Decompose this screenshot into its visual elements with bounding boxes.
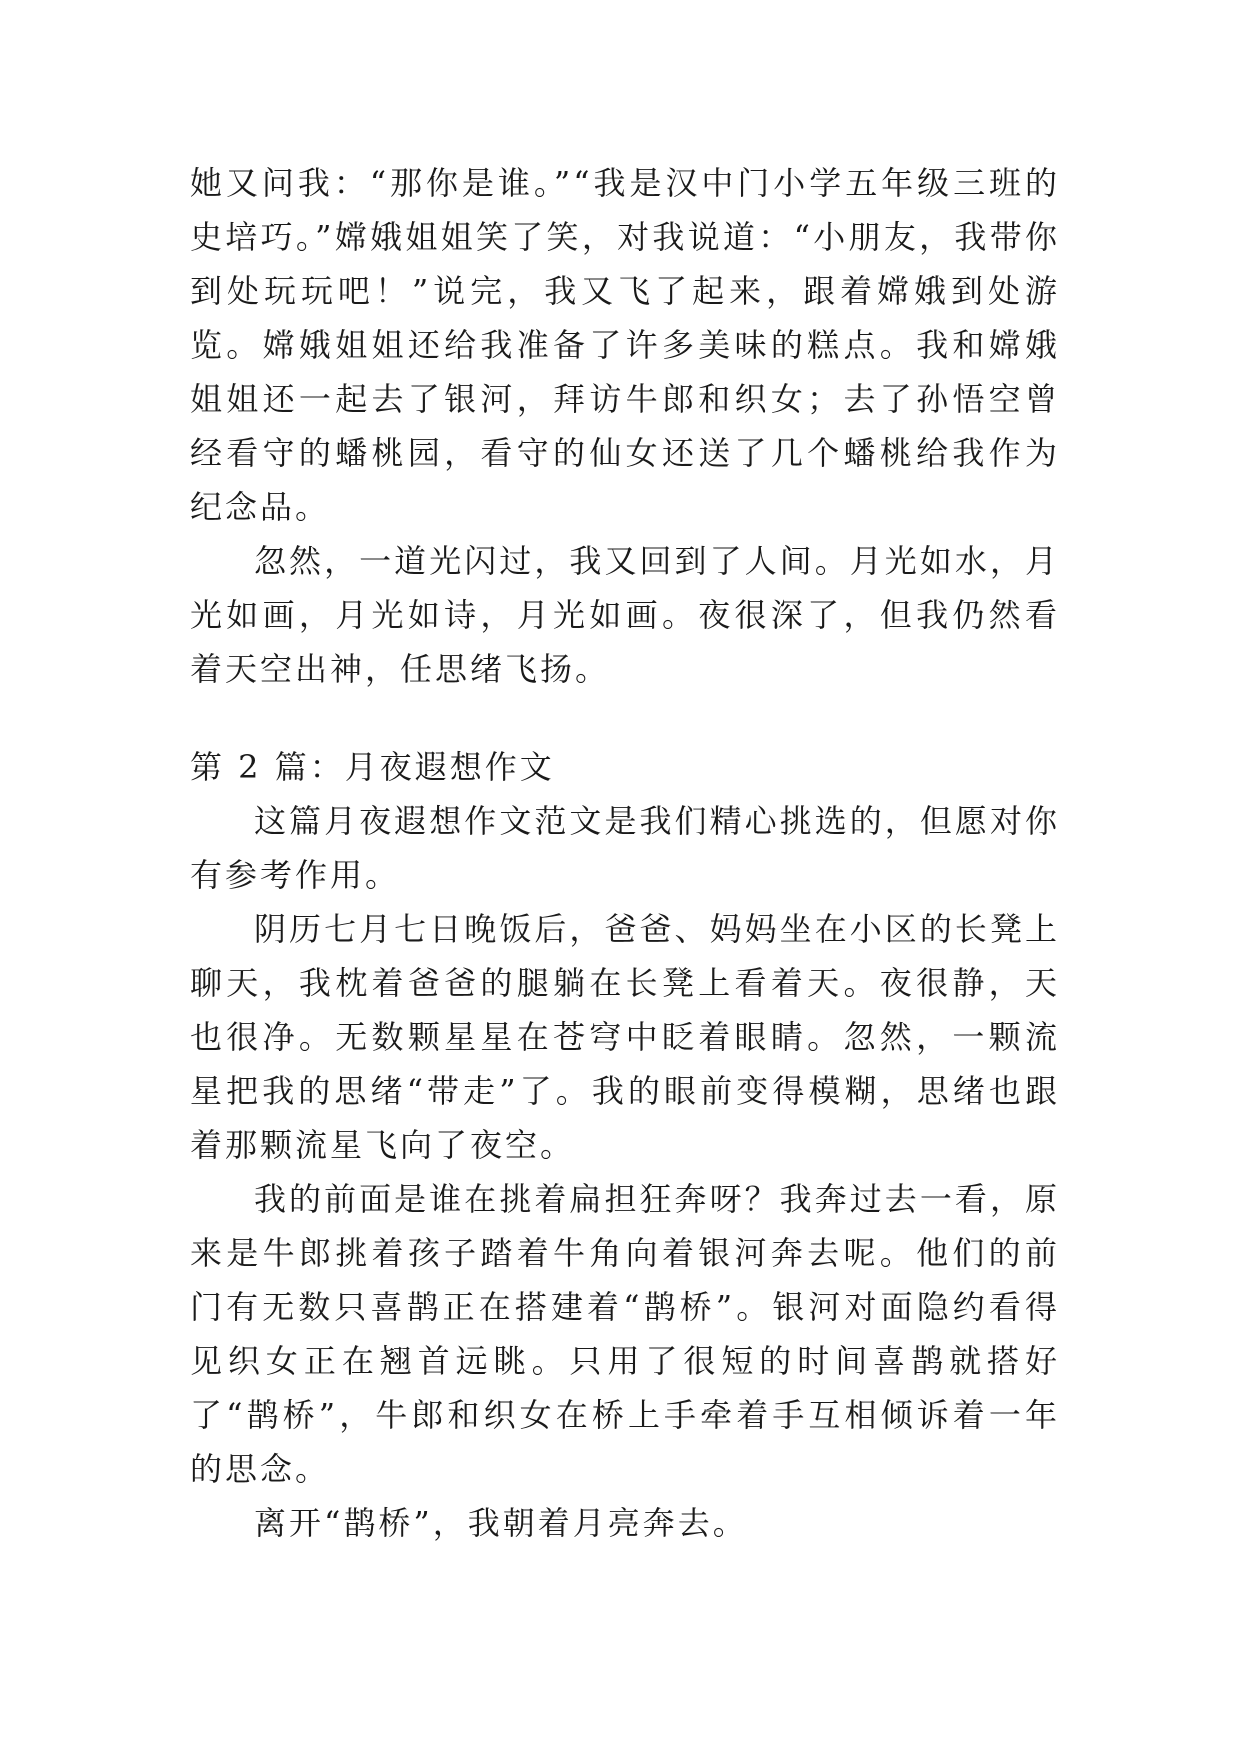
section-heading: 第 2 篇：月夜遐想作文 [190, 748, 555, 786]
paragraph-6: 离开“鹊桥”，我朝着月亮奔去。 [254, 1504, 748, 1542]
paragraph-4: 阴历七月七日晚饭后，爸爸、妈妈坐在小区的长凳上聊天，我枕着爸爸的腿躺在长凳上看着天。夜很静，天也很净。无数颗星星在苍穹中眨着眼睛。忽然，一颗流星把我的思绪“带走”了。我的眼前变得模糊，思绪也跟着那颗流星飞向了夜空。 [190, 910, 1060, 1164]
document-body [190, 156, 1060, 1550]
paragraph-2: 忽然，一道光闪过，我又回到了人间。月光如水，月光如画，月光如诗，月光如画。夜很深了，但我仍然看着天空出神，任思绪飞扬。 [190, 542, 1060, 688]
paragraph-3: 这篇月夜遐想作文范文是我们精心挑选的，但愿对你有参考作用。 [190, 802, 1060, 894]
paragraph-5: 我的前面是谁在挑着扁担狂奔呀？我奔过去一看，原来是牛郎挑着孩子踏着牛角向着银河奔去呢。他们的前门有无数只喜鹊正在搭建着“鹊桥”。银河对面隐约看得见织女正在翘首远眺。只用了很短的时间喜鹊就搭好了“鹊桥”，牛郎和织女在桥上手牵着手互相倾诉着一年的思念。 [190, 1180, 1060, 1488]
paragraph-1: 她又问我：“那你是谁。”“我是汉中门小学五年级三班的史培巧。”嫦娥姐姐笑了笑，对我说道：“小朋友，我带你到处玩玩吧！”说完，我又飞了起来，跟着嫦娥到处游览。嫦娥姐姐还给我准备了许多美味的糕点。我和嫦娥姐姐还一起去了银河，拜访牛郎和织女；去了孙悟空曾经看守的蟠桃园，看守的仙女还送了几个蟠桃给我作为纪念品。 [190, 164, 1060, 526]
